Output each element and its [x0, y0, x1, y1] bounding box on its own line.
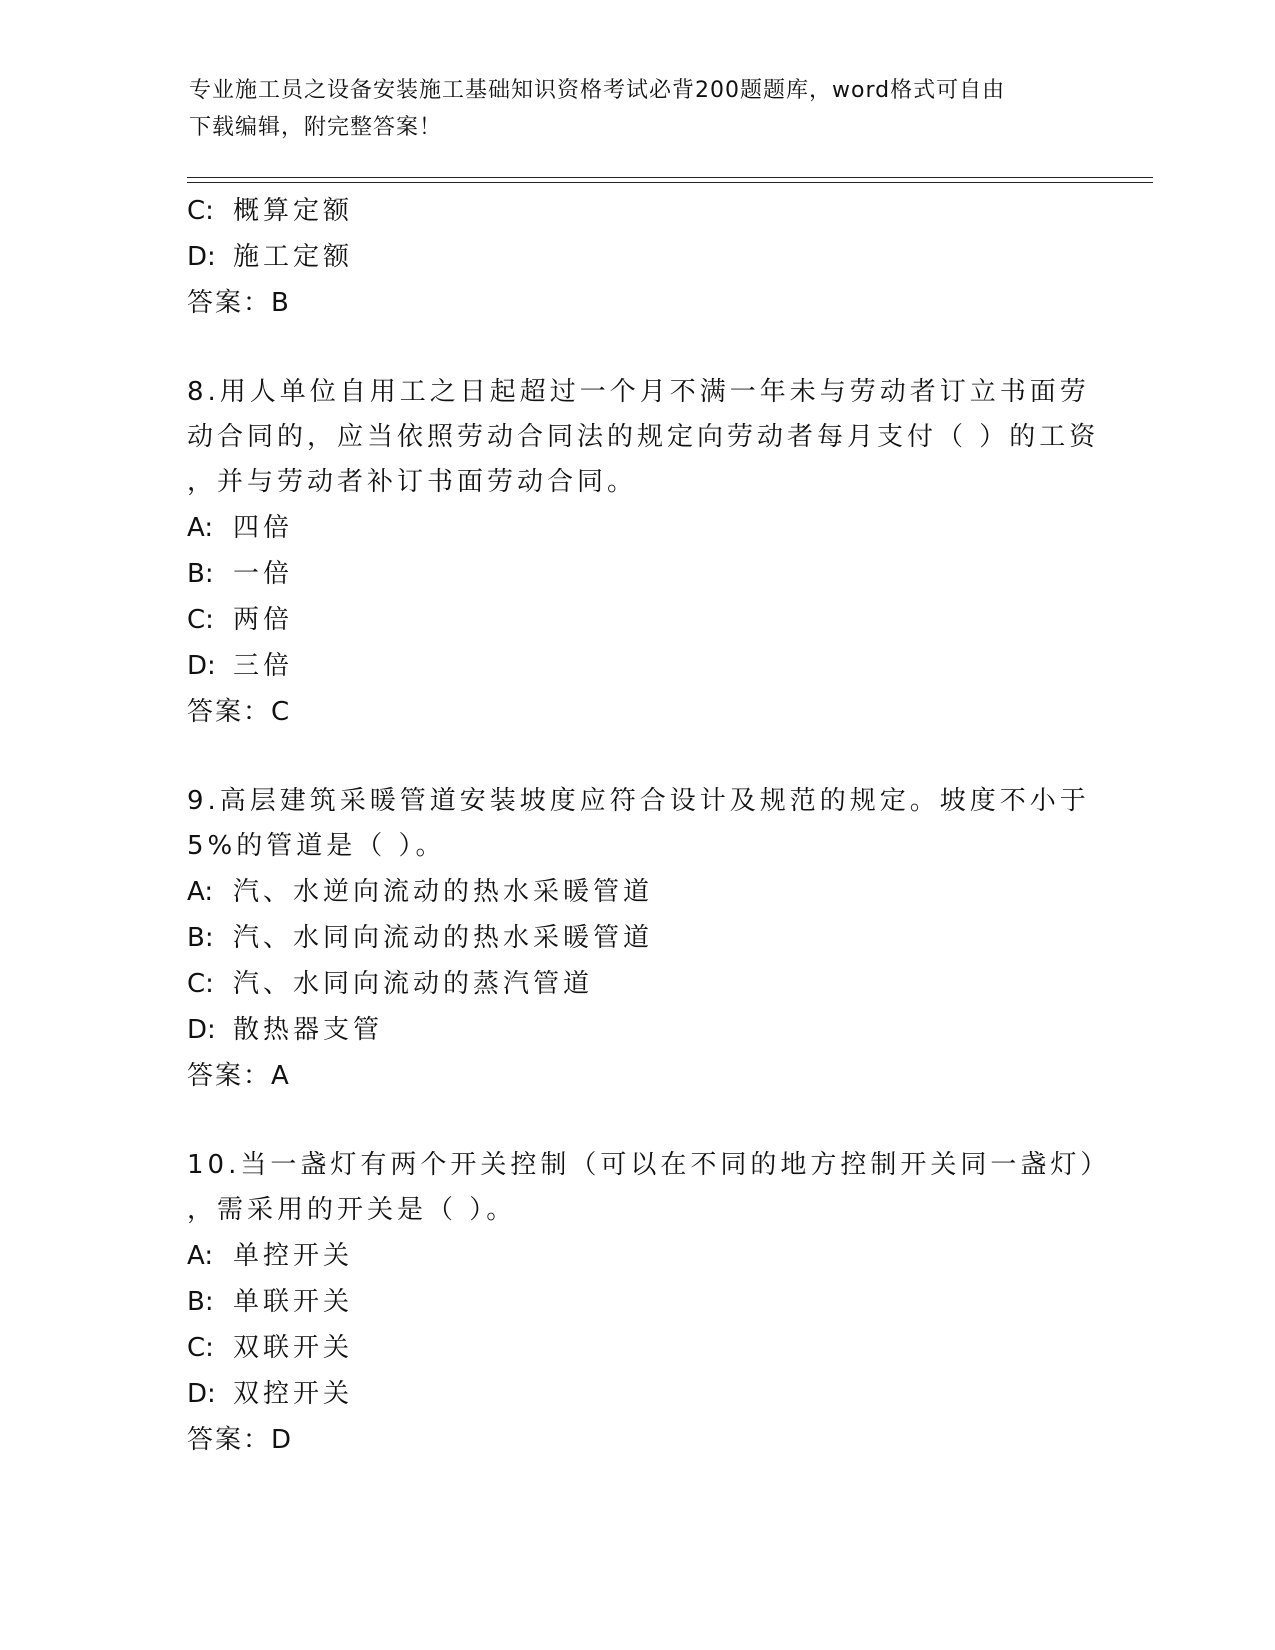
question-8 [187, 370, 1100, 735]
question-text-line: ，并与劳动者补订书面劳动合同。 [187, 467, 638, 497]
option-b: B: 单联开关 [187, 1287, 354, 1317]
question-text-line: ，需采用的开关是（ ）。 [187, 1195, 517, 1225]
option-d: D: 散热器支管 [187, 1015, 384, 1045]
header-line-2: 下载编辑，附完整答案！ [189, 115, 443, 140]
option-c: C: 概算定额 [187, 196, 354, 226]
option-a: A: 四倍 [187, 513, 294, 543]
answer-line: 答案：A [187, 1061, 291, 1091]
header-line-1: 专业施工员之设备安装施工基础知识资格考试必背200题题库，word格式可自由 [189, 78, 1006, 103]
option-a: A: 单控开关 [187, 1241, 354, 1271]
question-text-line: 8.用人单位自用工之日起超过一个月不满一年未与劳动者订立书面劳 [187, 377, 1090, 407]
option-c: C: 汽、水同向流动的蒸汽管道 [187, 969, 594, 999]
question-text-line: 9.高层建筑采暖管道安装坡度应符合设计及规范的规定。坡度不小于 [187, 786, 1090, 816]
document-header [189, 72, 1089, 146]
option-d: D: 三倍 [187, 651, 294, 681]
option-b: B: 一倍 [187, 559, 294, 589]
prev-question-block [187, 188, 1087, 326]
header-divider-bottom [187, 182, 1153, 183]
option-b: B: 汽、水同向流动的热水采暖管道 [187, 923, 654, 953]
question-10 [187, 1143, 1111, 1463]
question-text-line: 5%的管道是（ ）。 [187, 831, 446, 861]
answer-line: 答案：C [187, 697, 292, 727]
option-c: C: 两倍 [187, 605, 294, 635]
option-d: D: 施工定额 [187, 242, 354, 272]
option-a: A: 汽、水逆向流动的热水采暖管道 [187, 877, 654, 907]
question-9 [187, 779, 1090, 1099]
answer-line: 答案：D [187, 1425, 294, 1455]
answer-line: 答案：B [187, 288, 291, 318]
option-c: C: 双联开关 [187, 1333, 354, 1363]
option-d: D: 双控开关 [187, 1379, 354, 1409]
question-text-line: 10.当一盏灯有两个开关控制（可以在不同的地方控制开关同一盏灯） [187, 1150, 1111, 1180]
question-text-line: 动合同的，应当依照劳动合同法的规定向劳动者每月支付（ ）的工资 [187, 422, 1100, 452]
document-body [187, 188, 1111, 1463]
header-divider-top [187, 177, 1153, 178]
